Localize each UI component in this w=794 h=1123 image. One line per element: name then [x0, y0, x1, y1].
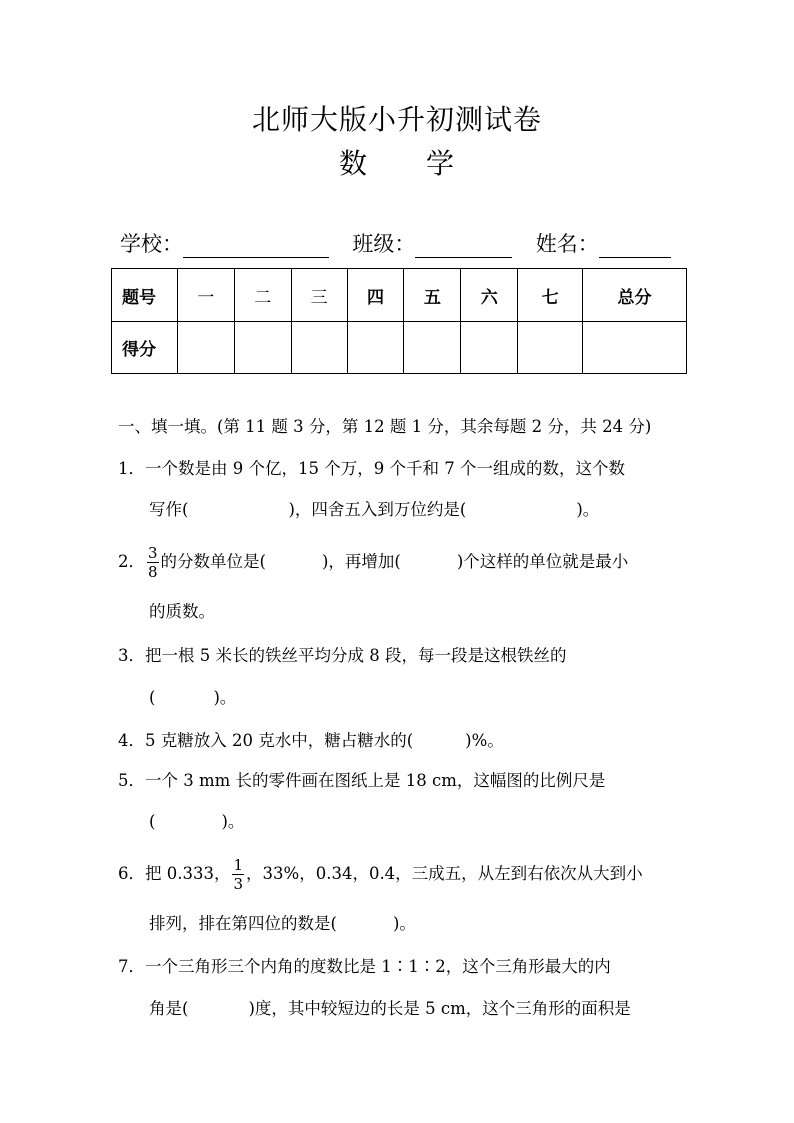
- fraction: [147, 543, 159, 581]
- col-header: 三: [291, 269, 347, 322]
- name-blank[interactable]: [599, 235, 671, 258]
- score-cell[interactable]: [177, 322, 234, 374]
- fraction: [232, 855, 244, 893]
- question-1-line-2: [149, 499, 599, 521]
- fraction-denominator: 3: [233, 874, 244, 893]
- score-header: 得分: [112, 322, 178, 374]
- score-cell[interactable]: [404, 322, 461, 374]
- student-info-line: [120, 228, 671, 258]
- exam-title: 北师大版小升初测试卷: [251, 103, 542, 136]
- subject-title: [0, 142, 794, 182]
- section-heading: 一、填一填。(第 11 题 3 分，第 12 题 1 分，其余每题 2 分，共 24 分): [118, 417, 652, 436]
- score-table: [111, 268, 687, 374]
- col-header: 总分: [583, 269, 687, 322]
- score-cell[interactable]: [291, 322, 347, 374]
- question-5-line-1: 5．一个 3 mm 长的零件画在图纸上是 18 cm，这幅图的比例尺是: [118, 771, 606, 790]
- q4-text-b: )%。: [465, 731, 504, 750]
- col-header: 一: [177, 269, 234, 322]
- q5-text-b: )。: [221, 812, 245, 831]
- q1-text-b: )，四舍五入到万位约是(: [288, 500, 467, 519]
- question-2-line-2: 的质数。: [149, 602, 215, 621]
- question-number-row: [112, 269, 687, 322]
- question-4: [118, 730, 504, 752]
- q6-text-c: 排列，排在第四位的数是(: [149, 914, 337, 933]
- question-6-line-2: [149, 913, 416, 935]
- q2-text-a: 的分数单位是(: [160, 552, 266, 571]
- fraction-numerator: 1: [233, 855, 244, 874]
- q3-text-b: )。: [213, 688, 237, 707]
- question-5-line-2: [149, 811, 244, 833]
- score-cell[interactable]: [518, 322, 583, 374]
- q2-text-b: )，再增加(: [321, 552, 401, 571]
- fraction-denominator: 8: [148, 562, 158, 581]
- q5-text-a: (: [149, 812, 156, 831]
- question-2-line-1: [118, 540, 628, 584]
- q4-text-a: 4．5 克糖放入 20 克水中，糖占糖水的(: [118, 731, 414, 750]
- question-3-line-2: [149, 687, 236, 709]
- score-row: [112, 322, 687, 374]
- score-cell[interactable]: [583, 322, 687, 374]
- col-header: 四: [347, 269, 404, 322]
- subject-char-2: 学: [426, 147, 456, 180]
- q7-text-a: 角是(: [149, 999, 189, 1018]
- fraction-numerator: 3: [148, 543, 158, 562]
- q2-text-c: )个这样的单位就是最小: [456, 552, 629, 571]
- q1-text-c: )。: [576, 500, 600, 519]
- q1-text-a: 写作(: [149, 500, 189, 519]
- class-label: 班级：: [352, 232, 416, 256]
- q7-text-b: )度，其中较短边的长是 5 cm，这个三角形的面积是: [248, 999, 631, 1018]
- q3-text-a: (: [149, 688, 156, 707]
- score-cell[interactable]: [347, 322, 404, 374]
- q6-text-d: )。: [392, 914, 416, 933]
- question-number-header: 题号: [112, 269, 178, 322]
- school-blank[interactable]: [183, 235, 329, 258]
- subject-char-1: 数: [338, 147, 368, 180]
- col-header: 五: [404, 269, 461, 322]
- col-header: 七: [518, 269, 583, 322]
- question-3-line-1: 3．把一根 5 米长的铁丝平均分成 8 段，每一段是这根铁丝的: [118, 646, 567, 665]
- school-label: 学校：: [120, 232, 183, 256]
- class-blank[interactable]: [415, 235, 512, 258]
- question-7-line-2: [149, 998, 631, 1020]
- score-cell[interactable]: [234, 322, 291, 374]
- question-6-line-1: [118, 852, 643, 896]
- question-7-line-1: 7．一个三角形三个内角的度数比是 1∶1∶2，这个三角形最大的内: [118, 957, 611, 976]
- name-label: 姓名：: [535, 232, 599, 256]
- col-header: 六: [461, 269, 518, 322]
- q6-text-b: ，33%，0.34，0.4，三成五，从左到右依次从大到小: [246, 864, 643, 883]
- score-cell[interactable]: [461, 322, 518, 374]
- q6-text-a: 6．把 0.333，: [118, 864, 231, 883]
- q2-number: 2．: [118, 552, 145, 571]
- col-header: 二: [234, 269, 291, 322]
- question-1-line-1: 1．一个数是由 9 个亿，15 个万，9 个千和 7 个一组成的数，这个数: [118, 459, 625, 478]
